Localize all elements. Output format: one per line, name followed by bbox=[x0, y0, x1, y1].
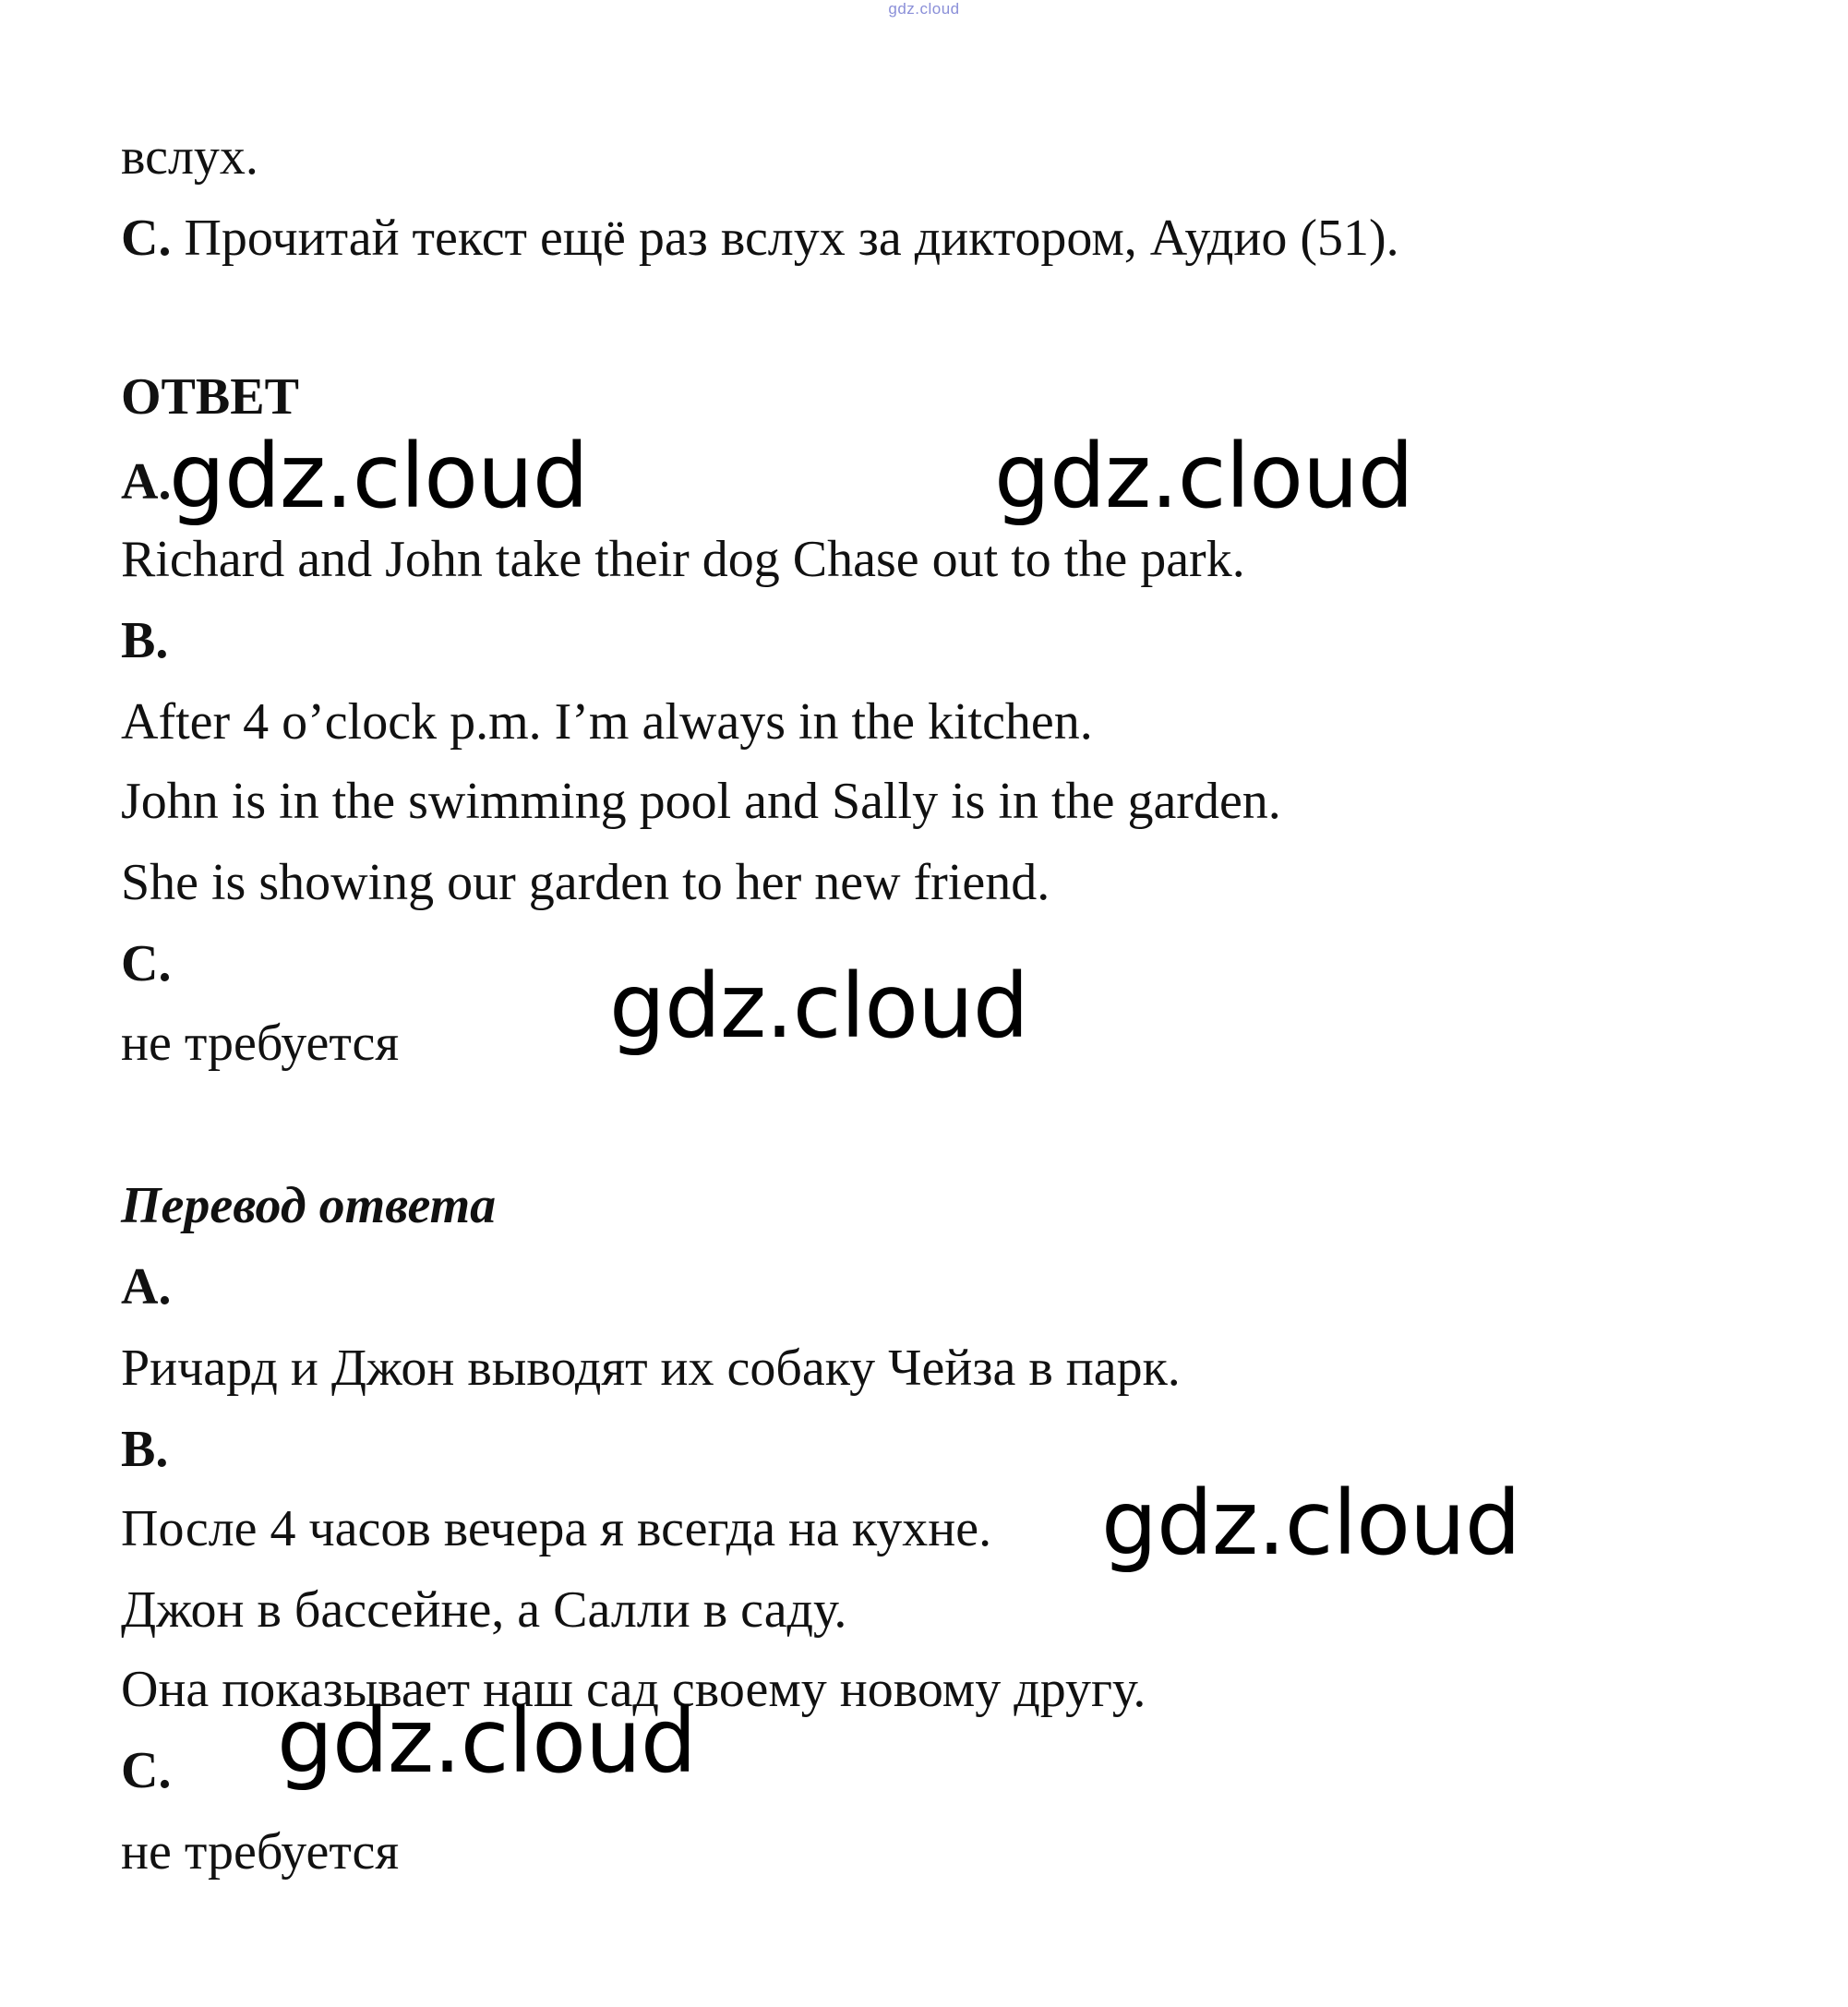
answer-b-label: B. bbox=[121, 612, 169, 669]
answer-heading: ОТВЕТ bbox=[121, 368, 299, 426]
answer-a-text: Richard and John take their dog Chase out to the park. bbox=[121, 531, 1245, 588]
task-c-instruction bbox=[121, 210, 1399, 266]
watermark-4: gdz.cloud bbox=[1101, 1472, 1520, 1575]
translation-b-line-2: Джон в бассейне, а Салли в саду. bbox=[121, 1581, 847, 1639]
answer-c-label: C. bbox=[121, 935, 172, 992]
watermark-5: gdz.cloud bbox=[277, 1689, 696, 1793]
answer-b-line-2: John is in the swimming pool and Sally is in the garden. bbox=[121, 773, 1281, 830]
site-watermark-top: gdz.cloud bbox=[888, 0, 960, 18]
answer-a-label: A. bbox=[121, 453, 172, 511]
translation-b-label: B. bbox=[121, 1421, 169, 1478]
translation-c-text: не требуется bbox=[121, 1823, 400, 1881]
translation-heading: Перевод ответа bbox=[121, 1177, 497, 1234]
task-c-label: C. bbox=[121, 210, 172, 267]
answer-b-line-1: After 4 o’clock p.m. I’m always in the kitchen. bbox=[121, 693, 1093, 751]
intro-continuation: вслух. bbox=[121, 128, 258, 186]
task-c-text: Прочитай текст ещё раз вслух за диктором, Аудио (51). bbox=[184, 210, 1399, 267]
answer-c-text: не требуется bbox=[121, 1015, 400, 1072]
translation-a-text: Ричард и Джон выводят их собаку Чейза в парк. bbox=[121, 1340, 1181, 1397]
translation-c-label: C. bbox=[121, 1742, 172, 1799]
translation-b-line-1: После 4 часов вечера я всегда на кухне. bbox=[121, 1500, 992, 1557]
watermark-3: gdz.cloud bbox=[609, 955, 1028, 1058]
watermark-2: gdz.cloud bbox=[994, 425, 1413, 528]
translation-b-line-3: Она показывает наш сад своему новому другу. bbox=[121, 1661, 1146, 1718]
answer-b-line-3: She is showing our garden to her new friend. bbox=[121, 854, 1050, 911]
translation-a-label: A. bbox=[121, 1258, 172, 1316]
watermark-1: gdz.cloud bbox=[169, 425, 588, 528]
